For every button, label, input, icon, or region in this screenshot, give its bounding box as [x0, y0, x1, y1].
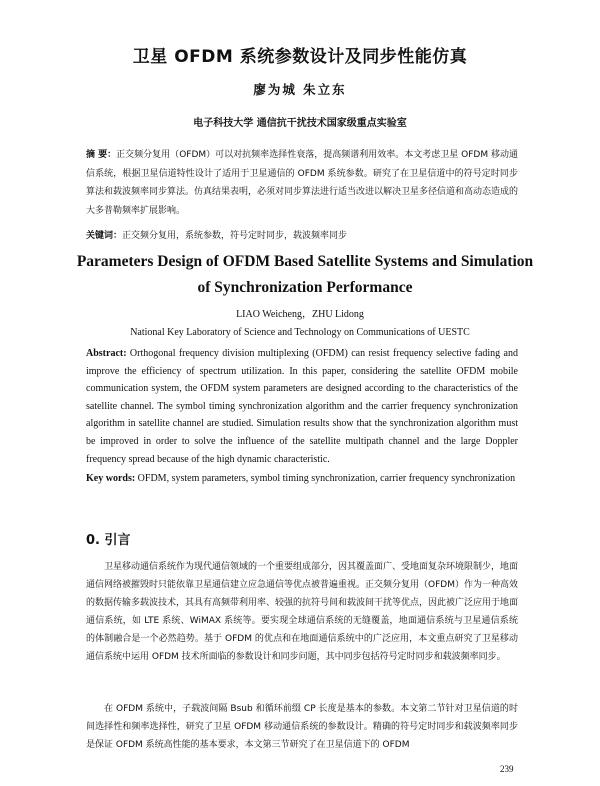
- english-abstract-text: Orthogonal frequency division multiplexing (OFDM) can resist frequency selective fading and improve the efficiency of spectrum utilization. In this paper, considering the satellite OFDM mobile communication system, the OFDM system parameters are designed according to the characteristics of the satellite channel. The symbol timing synchronization algorithm and the carrier frequency synchronization algorithm in satellite channel are studied. Simulation results show that the synchronization algorithm must be improved in order to solve the influence of the satellite multipath channel and the large Doppler frequency spread because of the high dynamic characteristic.: [86, 348, 518, 465]
- chinese-title: 卫星 OFDM 系统参数设计及同步性能仿真: [132, 47, 468, 67]
- chinese-keywords: [86, 229, 518, 244]
- body-paragraph-1: 卫星移动通信系统作为现代通信领域的一个重要组成部分，因其覆盖面广、受地面复杂环境限制少，地面通信网络被摧毁时只能依靠卫星通信建立应急通信等优点被普遍重视。正交频分复用（OFDM）作为一种高效的数据传输多载波技术，其具有高频带利用率、较强的抗符号间和载波间干扰等优点，因此被广泛应用于地面通信系统，如 LTE 系统、WiMAX 系统等。要实现全球通信系统的无缝覆盖，地面通信系统与卫星通信系统的体制融合是一个必然趋势。基于 OFDM 的优点和在地面通信系统中的广泛应用，本文重点研究了卫星移动通信系统中运用 OFDM 技术所面临的参数设计和同步问题，其中同步包括符号定时同步和载波频率同步。: [86, 562, 519, 662]
- english-keywords-label: Key words:: [86, 473, 136, 484]
- chinese-affiliation: 电子科技大学 通信抗干扰技术国家级重点实验室: [193, 118, 407, 129]
- chinese-authors: 廖为城 朱立东: [253, 82, 347, 97]
- section-heading-introduction: 0. 引言: [86, 533, 131, 548]
- chinese-keywords-label: 关键词：: [86, 231, 123, 241]
- english-abstract-label: Abstract:: [86, 348, 127, 359]
- english-affiliation: National Key Laboratory of Science and Technology on Communications of UESTC: [130, 327, 470, 338]
- chinese-abstract-text: 正交频分复用（OFDM）可以对抗频率选择性衰落，提高频谱利用效率。本文考虑卫星 OFDM 移动通信系统，根据卫星信道特性设计了适用于卫星通信的 OFDM 系统参数。研究了在卫星信道中的符号定时同步算法和载波频率同步算法。仿真结果表明，必须对同步算法进行适当改进以解决卫星多径信道和高动态造成的大多普勒频率扩展影响。: [86, 150, 519, 216]
- chinese-abstract: [86, 146, 518, 220]
- english-keywords: [86, 470, 518, 488]
- page-number: 239: [500, 764, 514, 774]
- english-title: Parameters Design of OFDM Based Satellite Systems and Simulation of Synchronization Performance: [76, 253, 534, 296]
- english-authors: LIAO Weicheng，ZHU Lidong: [236, 309, 364, 320]
- body-paragraph-2: 在 OFDM 系统中，子载波间隔 Bsub 和循环前缀 CP 长度是基本的参数。本文第二节针对卫星信道的时间选择性和频率选择性，研究了卫星 OFDM 移动通信系统的参数设计。精确的符号定时同步和载波频率同步是保证 OFDM 系统高性能的基本要求，本文第三节研究了在卫星信道下的 OFDM: [86, 704, 518, 750]
- english-abstract: [86, 345, 518, 468]
- chinese-abstract-label: 摘 要：: [86, 150, 117, 160]
- chinese-keywords-text: 正交频分复用，系统参数，符号定时同步，载波频率同步: [122, 231, 348, 241]
- english-keywords-text: OFDM, system parameters, symbol timing synchronization, carrier frequency synchronization: [135, 473, 516, 484]
